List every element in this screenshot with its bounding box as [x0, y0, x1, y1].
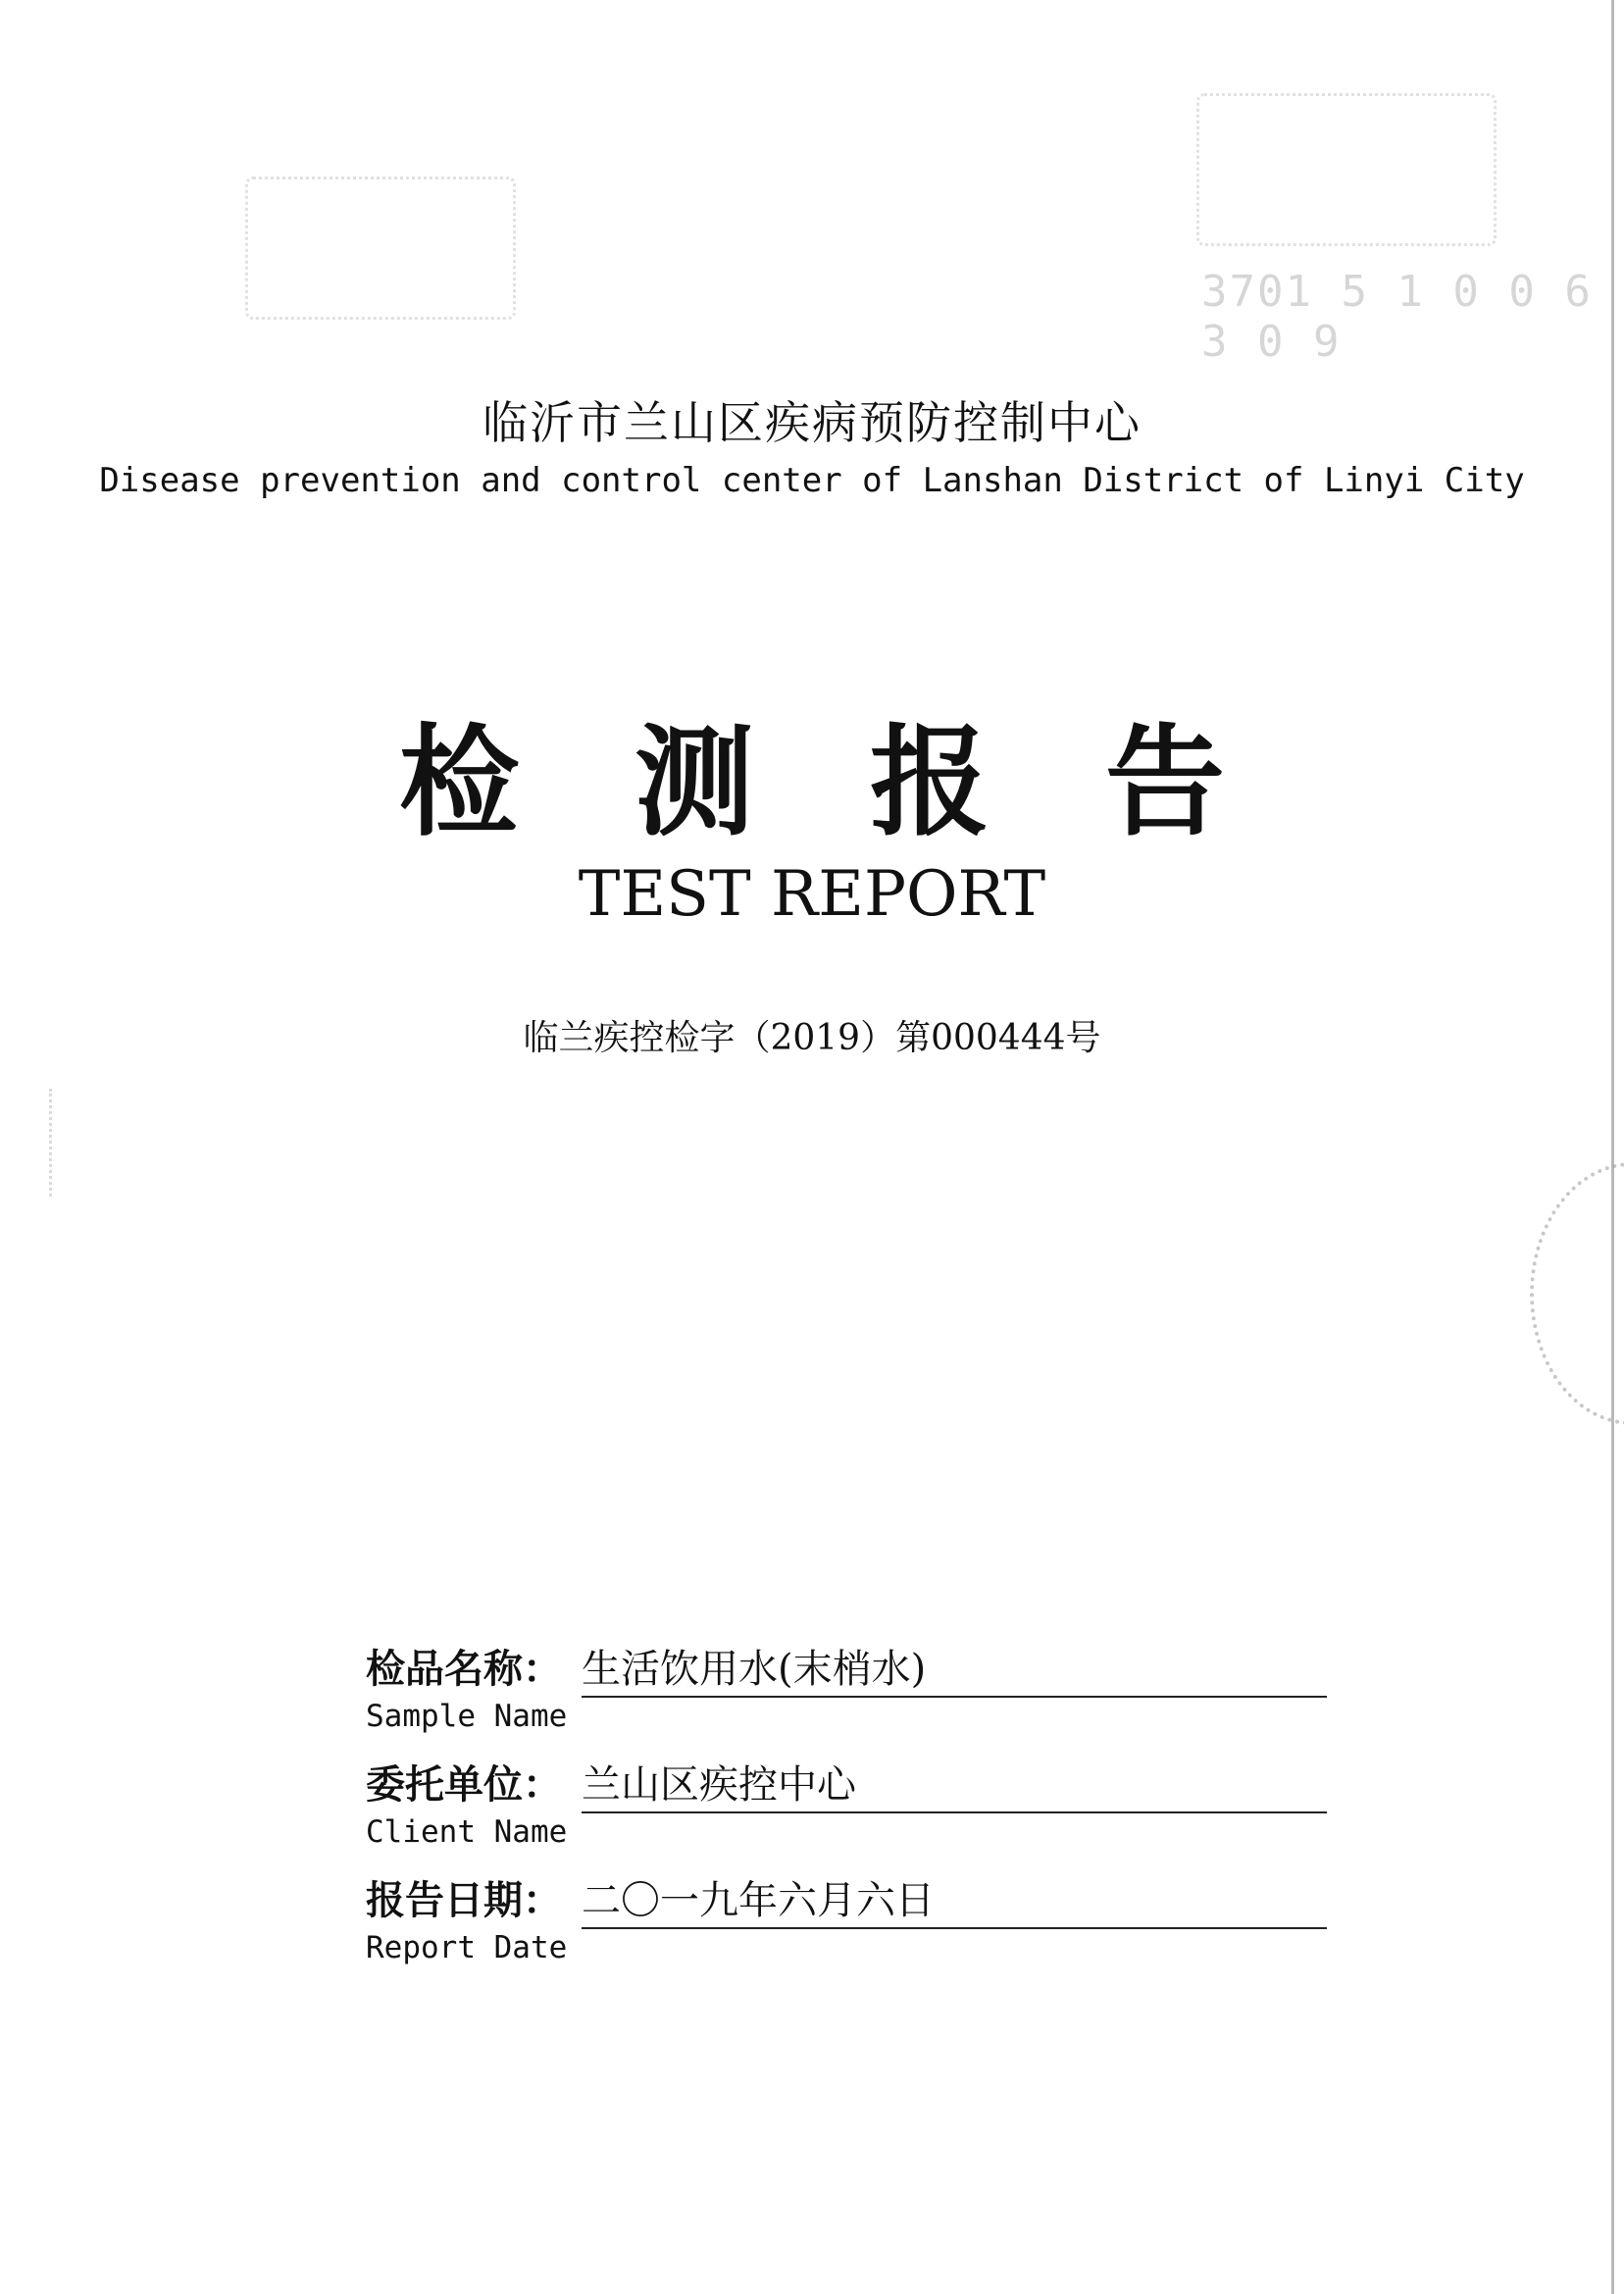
client-name-label-en: Client Name: [366, 1814, 568, 1850]
sample-name-value: 生活饮用水(末梢水): [582, 1638, 1327, 1698]
side-seal-stamp: [1530, 1162, 1624, 1425]
sample-name-label: 检品名称：: [366, 1646, 562, 1692]
report-date-label-en: Report Date: [366, 1930, 568, 1965]
sample-name-label-en: Sample Name: [366, 1699, 568, 1734]
report-date-value: 二〇一九年六月六日: [582, 1869, 1327, 1929]
faint-seal-right: [1196, 93, 1497, 246]
binding-marks: [49, 1089, 91, 1197]
report-title-en: TEST REPORT: [578, 858, 1046, 931]
faint-serial-number: 3701 5 1 0 0 6 3 0 9: [1201, 267, 1593, 367]
report-date-label: 报告日期：: [366, 1877, 562, 1923]
faint-seal-left: [245, 177, 516, 320]
report-fields: [366, 1638, 1327, 1985]
report-title-cn: 检测报告: [399, 711, 1341, 852]
report-date-field: [366, 1869, 1327, 1985]
client-name-value: 兰山区疾控中心: [582, 1754, 1327, 1813]
client-name-field: [366, 1754, 1327, 1869]
report-number: 临兰疾控检字（2019）第000444号: [523, 1018, 1101, 1058]
sample-name-field: [366, 1638, 1327, 1754]
client-name-label: 委托单位：: [366, 1761, 562, 1808]
org-name-cn: 临沂市兰山区疾病预防控制中心: [482, 396, 1142, 449]
org-name-en: Disease prevention and control center of Lanshan District of Linyi City: [99, 461, 1525, 500]
